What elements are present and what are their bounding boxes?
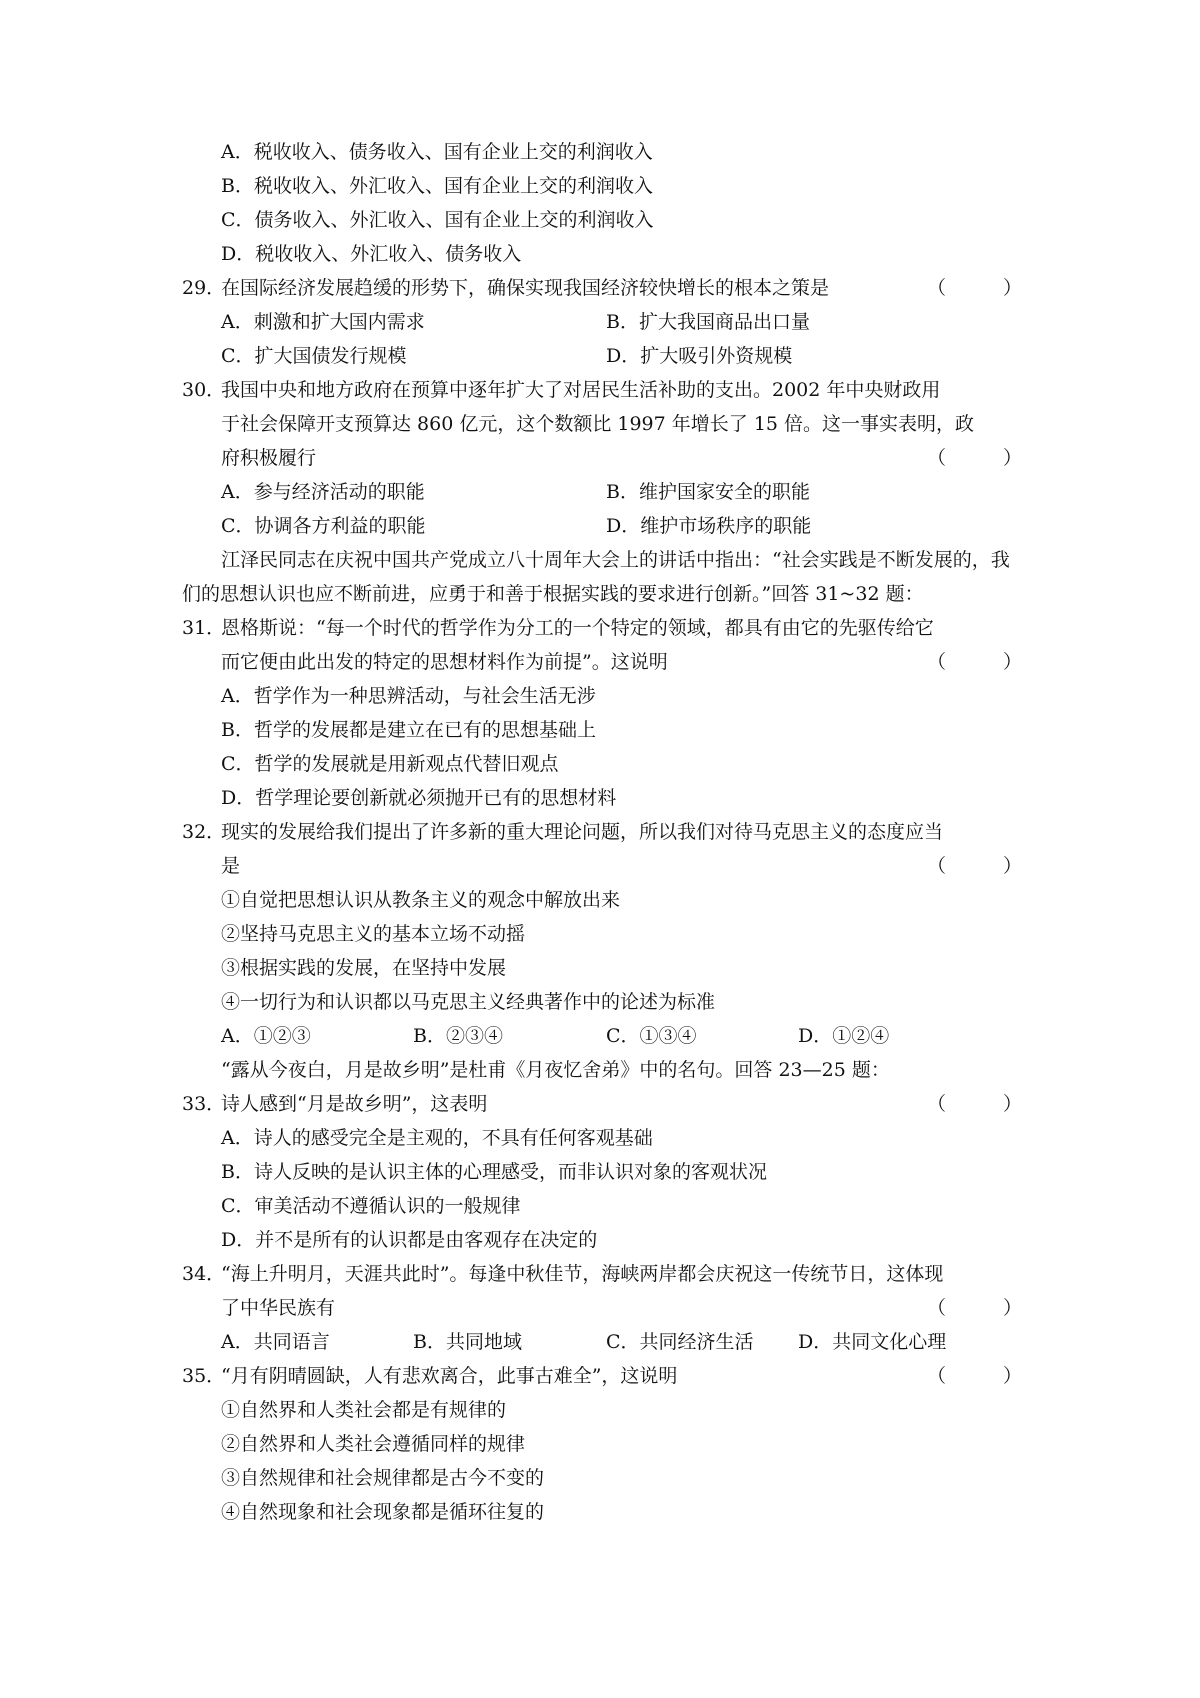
- q30-text-3: 府积极履行: [221, 447, 317, 469]
- q30-stem-line-3: [221, 441, 1022, 475]
- q34-stem-line-1: [182, 1257, 1022, 1291]
- q32-item-1: ①自觉把思想认识从教条主义的观念中解放出来: [221, 889, 621, 911]
- q35-answer-paren: （ ）: [926, 1365, 1022, 1387]
- q32-stem-line-2: [221, 849, 1022, 883]
- q28-option-b: B．税收收入、外汇收入、国有企业上交的利润收入: [221, 175, 653, 197]
- q31-stem-line-2: [221, 645, 1022, 679]
- q30-answer-paren: （ ）: [926, 447, 1022, 469]
- q32-stem-line-1: [182, 815, 1022, 849]
- q32-item-3: ③根据实践的发展，在坚持中发展: [221, 957, 507, 979]
- q30-number: 30．: [182, 379, 226, 401]
- q35-item-4: ④自然现象和社会现象都是循环往复的: [221, 1501, 545, 1523]
- q32-options-row: [221, 1019, 1061, 1053]
- q35-item-2: ②自然界和人类社会遵循同样的规律: [221, 1433, 526, 1455]
- q32-option-d: D．①②④: [798, 1025, 890, 1047]
- q34-option-c: C．共同经济生活: [606, 1331, 754, 1353]
- q32-answer-paren: （ ）: [926, 855, 1022, 877]
- q34-stem-line-2: [221, 1291, 1022, 1325]
- q29-option-b: B．扩大我国商品出口量: [606, 311, 810, 333]
- q33-option-a: A．诗人的感受完全是主观的，不具有任何客观基础: [221, 1127, 653, 1149]
- q32-text-1: 现实的发展给我们提出了许多新的重大理论问题，所以我们对待马克思主义的态度应当: [221, 821, 944, 843]
- q30-stem-line-1: [182, 373, 1022, 407]
- q31-text-1: 恩格斯说：“每一个时代的哲学作为分工的一个特定的领域，都具有由它的先驱传给它: [221, 617, 934, 639]
- q30-option-b: B．维护国家安全的职能: [606, 481, 810, 503]
- intro-31-32-line-1: 江泽民同志在庆祝中国共产党成立八十周年大会上的讲话中指出：“社会实践是不断发展的，我: [221, 549, 1010, 571]
- q35-text: “月有阴晴圆缺，人有悲欢离合，此事古难全”，这说明: [221, 1365, 678, 1387]
- q34-options-row: [221, 1325, 1061, 1359]
- q30-option-d: D．维护市场秩序的职能: [606, 515, 812, 537]
- q32-option-c: C．①③④: [606, 1025, 697, 1047]
- q31-stem-line-1: [182, 611, 1022, 645]
- q30-option-a: A．参与经济活动的职能: [221, 481, 425, 503]
- q29-option-d: D．扩大吸引外资规模: [606, 345, 793, 367]
- q31-option-c: C．哲学的发展就是用新观点代替旧观点: [221, 753, 559, 775]
- q34-number: 34．: [182, 1263, 226, 1285]
- q32-text-2: 是: [221, 855, 241, 877]
- q28-option-c: C．债务收入、外汇收入、国有企业上交的利润收入: [221, 209, 654, 231]
- q33-number: 33．: [182, 1093, 226, 1115]
- q32-item-2: ②坚持马克思主义的基本立场不动摇: [221, 923, 526, 945]
- q31-option-d: D．哲学理论要创新就必须抛开已有的思想材料: [221, 787, 617, 809]
- q33-option-b: B．诗人反映的是认识主体的心理感受，而非认识对象的客观状况: [221, 1161, 767, 1183]
- q32-number: 32．: [182, 821, 226, 843]
- q31-text-2: 而它便由此出发的特定的思想材料作为前提”。这说明: [221, 651, 668, 673]
- q34-option-b: B．共同地域: [413, 1331, 522, 1353]
- q33-answer-paren: （ ）: [926, 1093, 1022, 1115]
- q29-answer-paren: （ ）: [926, 277, 1022, 299]
- q29-text: 在国际经济发展趋缓的形势下，确保实现我国经济较快增长的根本之策是: [221, 277, 830, 299]
- q34-answer-paren: （ ）: [926, 1297, 1022, 1319]
- q34-option-a: A．共同语言: [221, 1331, 330, 1353]
- q30-options-row-2: [221, 509, 1061, 543]
- q33-text: 诗人感到“月是故乡明”，这表明: [221, 1093, 488, 1115]
- q30-stem-line-2: 于社会保障开支预算达 860 亿元，这个数额比 1997 年增长了 15 倍。这一事实表明，政: [221, 413, 975, 435]
- q29-number: 29．: [182, 277, 226, 299]
- q29-options-row-2: [221, 339, 1061, 373]
- q28-option-d: D．税收收入、外汇收入、债务收入: [221, 243, 522, 265]
- q30-options-row-1: [221, 475, 1061, 509]
- q35-number: 35．: [182, 1365, 226, 1387]
- intro-33: “露从今夜白，月是故乡明”是杜甫《月夜忆舍弟》中的名句。回答 23—25 题：: [221, 1059, 890, 1081]
- q29-options-row-1: [221, 305, 1061, 339]
- q31-answer-paren: （ ）: [926, 651, 1022, 673]
- q32-option-a: A．①②③: [221, 1025, 311, 1047]
- q34-text-2: 了中华民族有: [221, 1297, 336, 1319]
- q32-option-b: B．②③④: [413, 1025, 503, 1047]
- q33-option-d: D．并不是所有的认识都是由客观存在决定的: [221, 1229, 598, 1251]
- q34-option-d: D．共同文化心理: [798, 1331, 947, 1353]
- q32-item-4: ④一切行为和认识都以马克思主义经典著作中的论述为标准: [221, 991, 716, 1013]
- q35-stem: [182, 1359, 1022, 1393]
- q29-stem: [182, 271, 1022, 305]
- q35-item-3: ③自然规律和社会规律都是古今不变的: [221, 1467, 545, 1489]
- q35-item-1: ①自然界和人类社会都是有规律的: [221, 1399, 507, 1421]
- q29-option-c: C．扩大国债发行规模: [221, 345, 407, 367]
- q33-option-c: C．审美活动不遵循认识的一般规律: [221, 1195, 521, 1217]
- q31-option-a: A．哲学作为一种思辨活动，与社会生活无涉: [221, 685, 596, 707]
- q31-number: 31．: [182, 617, 226, 639]
- q33-stem: [182, 1087, 1022, 1121]
- q34-text-1: “海上升明月，天涯共此时”。每逢中秋佳节，海峡两岸都会庆祝这一传统节日，这体现: [221, 1263, 944, 1285]
- q31-option-b: B．哲学的发展都是建立在已有的思想基础上: [221, 719, 596, 741]
- q30-text-1: 我国中央和地方政府在预算中逐年扩大了对居民生活补助的支出。2002 年中央财政用: [221, 379, 941, 401]
- q30-option-c: C．协调各方利益的职能: [221, 515, 426, 537]
- q29-option-a: A．刺激和扩大国内需求: [221, 311, 425, 333]
- intro-31-32-line-2: 们的思想认识也应不断前进，应勇于和善于根据实践的要求进行创新。”回答 31~32 题：: [182, 583, 924, 605]
- q28-option-a: A．税收收入、债务收入、国有企业上交的利润收入: [221, 141, 653, 163]
